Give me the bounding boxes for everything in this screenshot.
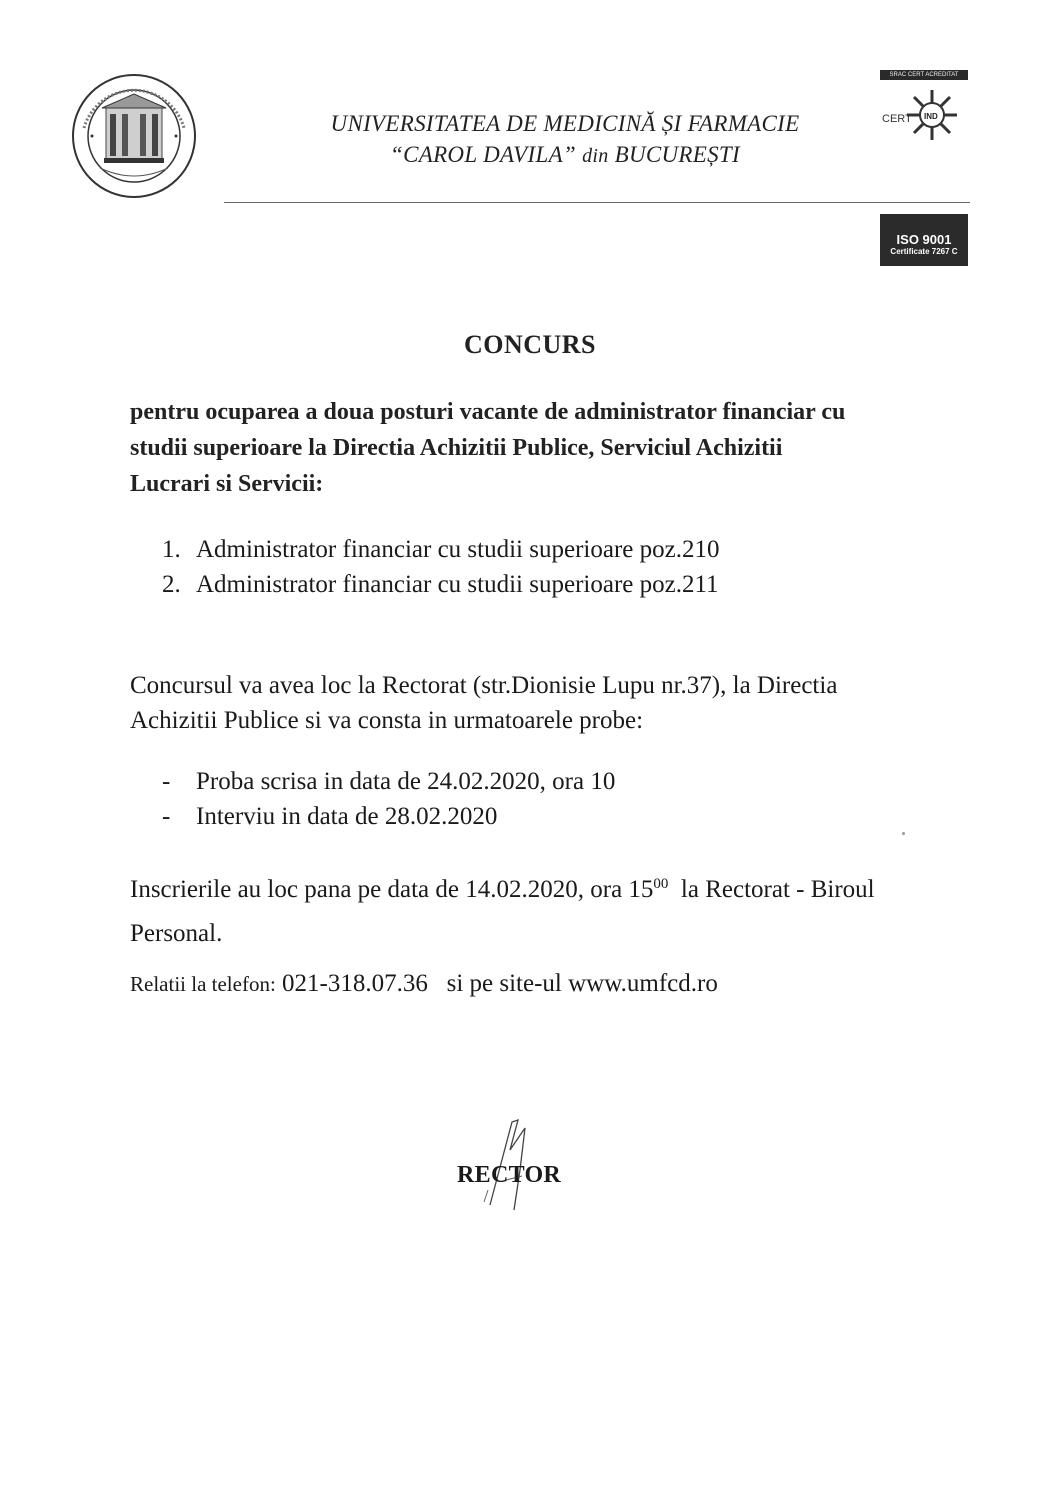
university-name-line1: UNIVERSITATEA DE MEDICINĂ ȘI FARMACIE [330, 111, 800, 136]
university-seal-icon [70, 72, 198, 200]
iso-certification-mark [880, 70, 970, 256]
list-item [162, 532, 719, 567]
contact-label: Relatii la telefon: [130, 972, 276, 996]
exam-text: Proba scrisa in data de 24.02.2020, ora 10 [196, 768, 616, 795]
paragraph-line: Concursul va avea loc la Rectorat (str.Dionisie Lupu nr.37), la Directia [130, 672, 838, 699]
cert-number: Certificate 7267 C [890, 247, 958, 256]
list-number: 2. [162, 571, 181, 598]
position-text: Administrator financiar cu studii superioare poz.211 [196, 571, 719, 598]
cert-badge [880, 214, 968, 266]
list-number: 1. [162, 536, 181, 563]
cert-logo-left: CERT [882, 113, 912, 125]
cert-logo-right: IND [924, 112, 938, 121]
header-divider [224, 202, 970, 203]
registration-text: Inscrierile au loc pana pe data de 14.02.2020, ora 15 [130, 876, 654, 903]
scan-speck [902, 832, 905, 835]
paragraph-line [130, 868, 875, 912]
registration-time-superscript: 00 [653, 876, 669, 892]
list-item [162, 567, 719, 602]
signatory-title: RECTOR [457, 1162, 562, 1188]
university-city: BUCUREȘTI [614, 142, 740, 167]
registration-paragraph [130, 868, 875, 956]
exams-list [162, 764, 615, 834]
subject-line: studii superioare la Directia Achizitii Publice, Serviciul Achizitii [130, 435, 783, 461]
paragraph-line: Achizitii Publice si va consta in urmatoarele probe: [130, 707, 644, 734]
paragraph-line: Personal. [130, 920, 223, 947]
list-bullet: - [162, 768, 171, 795]
registration-place: la Rectorat - Biroul [668, 876, 875, 903]
university-name-line2 [230, 139, 900, 172]
cert-standard: ISO 9001 [896, 232, 952, 247]
subject-line: Lucrari si Servicii: [130, 471, 324, 497]
competition-subject [130, 394, 1000, 502]
positions-list [162, 532, 719, 602]
contact-line [130, 966, 718, 1002]
document-title: CONCURS [463, 330, 597, 359]
certind-logo-icon [880, 82, 968, 148]
cert-top-strip: SRAC CERT ACREDITAT [880, 70, 968, 80]
exam-text: Interviu in data de 28.02.2020 [196, 803, 498, 830]
location-paragraph [130, 668, 837, 738]
list-bullet: - [162, 803, 171, 830]
position-text: Administrator financiar cu studii superioare poz.210 [196, 536, 720, 563]
university-name [230, 108, 900, 172]
list-item [162, 799, 615, 834]
university-din: din [582, 145, 609, 167]
university-short-name: “CAROL DAVILA” [390, 142, 577, 167]
list-item [162, 764, 615, 799]
contact-details: 021-318.07.36 si pe site-ul www.umfcd.ro [282, 970, 718, 997]
subject-line: pentru ocuparea a doua posturi vacante de administrator financiar cu [130, 399, 846, 425]
